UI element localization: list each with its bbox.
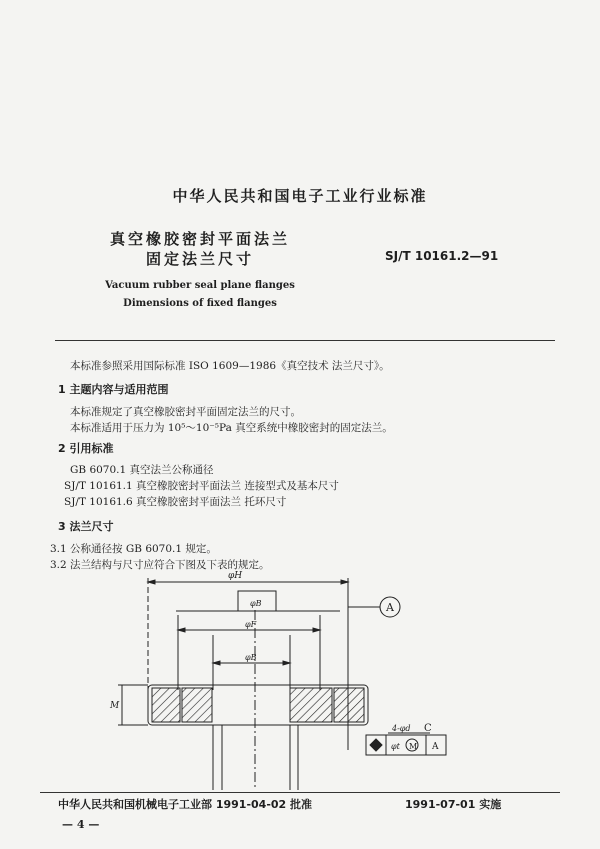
reference-1: GB 6070.1 真空法兰公称通径 <box>70 464 214 476</box>
title-en-line2: Dimensions of fixed flanges <box>123 298 277 309</box>
dim-phi-b-top: φB <box>250 599 262 608</box>
page-number: — 4 — <box>62 818 100 831</box>
datum-a-label: A <box>386 601 394 614</box>
dim-phi-b: φB <box>245 653 257 662</box>
effective-date: 1991-07-01 实施 <box>405 798 502 811</box>
standard-category: 中华人民共和国电子工业行业标准 <box>172 187 428 205</box>
section1-paragraph2: 本标准适用于压力为 10⁵～10⁻⁵Pa 真空系统中橡胶密封的固定法兰。 <box>70 422 393 434</box>
fcf-datum: A <box>432 742 439 752</box>
reference-2: SJ/T 10161.1 真空橡胶密封平面法兰 连接型式及基本尺寸 <box>64 480 339 492</box>
standard-code: SJ/T 10161.2—91 <box>385 249 499 263</box>
section1-paragraph1: 本标准规定了真空橡胶密封平面固定法兰的尺寸。 <box>70 406 301 418</box>
section3-heading: 3 法兰尺寸 <box>58 520 114 533</box>
datum-c-label: C <box>424 723 432 734</box>
fcf-modifier: M <box>409 742 418 751</box>
section3-2: 3.2 法兰结构与尺寸应符合下图及下表的规定。 <box>50 559 270 571</box>
footer-rule <box>40 792 560 793</box>
title-cn-line1: 真空橡胶密封平面法兰 <box>109 230 290 248</box>
fcf-value: φt <box>391 742 400 751</box>
reference-3: SJ/T 10161.6 真空橡胶密封平面法兰 托环尺寸 <box>64 496 287 508</box>
dim-m: M <box>110 701 120 711</box>
section3-1: 3.1 公称通径按 GB 6070.1 规定。 <box>50 543 217 555</box>
issuer-line: 中华人民共和国机械电子工业部 1991-04-02 批准 <box>58 798 313 811</box>
title-en-line1: Vacuum rubber seal plane flanges <box>105 280 295 291</box>
dim-phi-h: φH <box>228 571 243 581</box>
section2-heading: 2 引用标准 <box>58 442 114 455</box>
dim-phi-f: φF <box>245 620 257 629</box>
title-cn-line2: 固定法兰尺寸 <box>145 250 254 268</box>
intro-text: 本标准参照采用国际标准 ISO 1609—1986《真空技术 法兰尺寸》。 <box>70 360 390 372</box>
tolerance-note: 4-φd <box>392 724 411 733</box>
section1-heading: 1 主题内容与适用范围 <box>58 383 169 396</box>
